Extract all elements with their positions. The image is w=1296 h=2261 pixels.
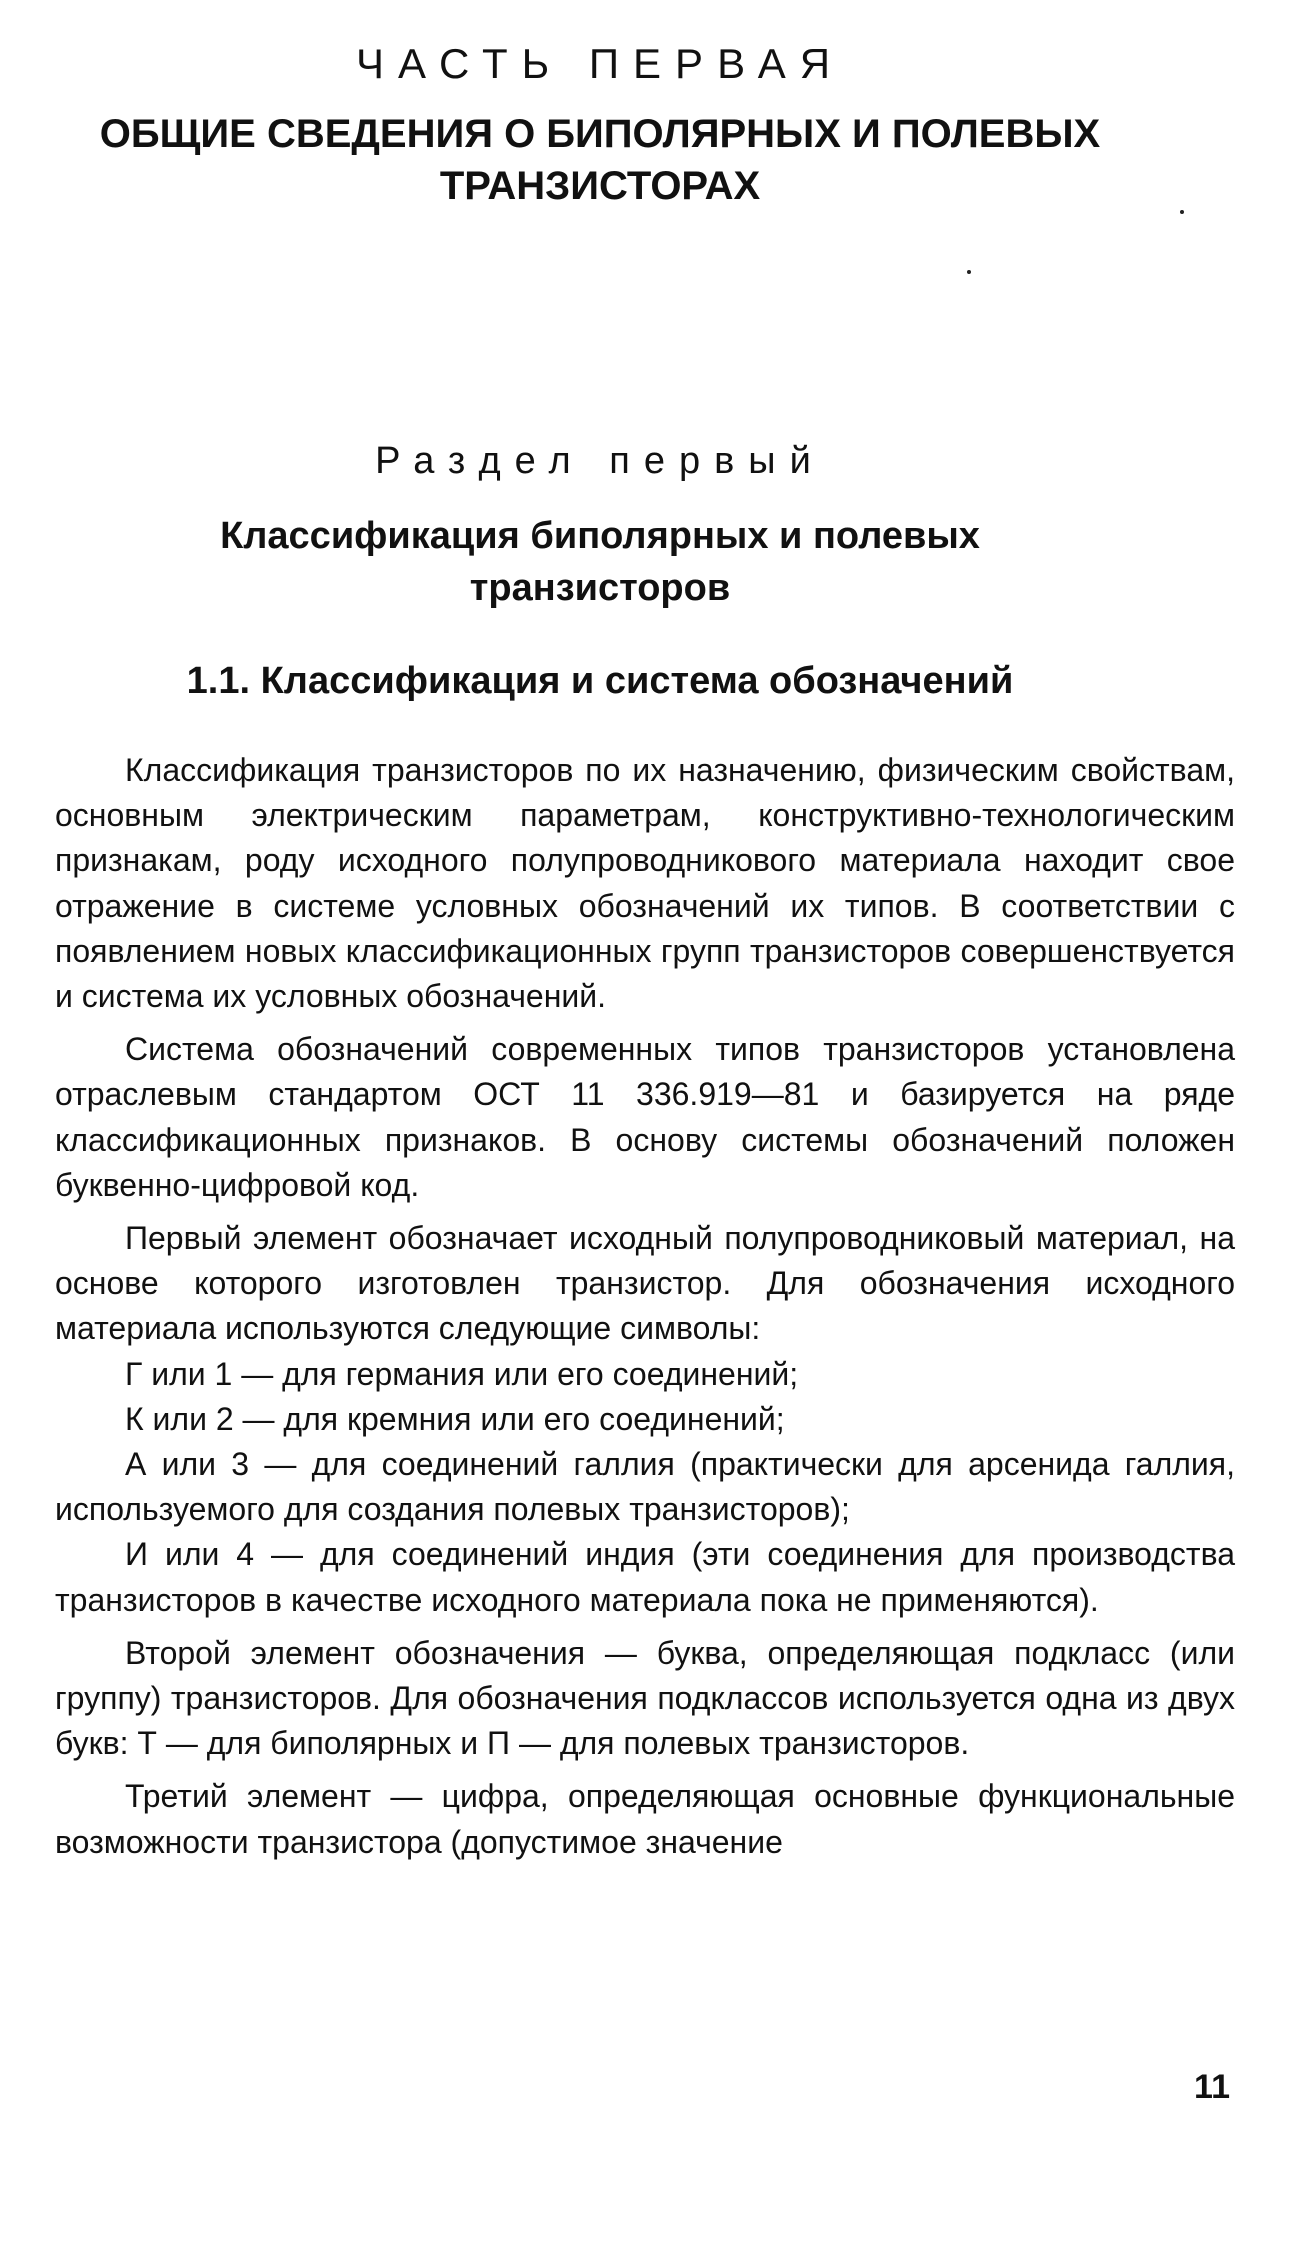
part-title bbox=[0, 108, 1200, 212]
section-label: Раздел первый bbox=[375, 440, 825, 482]
list-item: И или 4 — для соединений индия (эти соединения для производства транзисторов в качестве исходного материала пока не применяются). bbox=[55, 1536, 1235, 1618]
scan-speck bbox=[967, 270, 971, 274]
page-number: 11 bbox=[1194, 2068, 1230, 2106]
part-title-line-1: ОБЩИЕ СВЕДЕНИЯ О БИПОЛЯРНЫХ И ПОЛЕВЫХ bbox=[99, 112, 1101, 156]
part-title-line-2: ТРАНЗИСТОРАХ bbox=[439, 164, 761, 208]
body-text bbox=[55, 748, 1235, 1865]
section-title bbox=[0, 510, 1200, 614]
part-label: ЧАСТЬ ПЕРВАЯ bbox=[355, 40, 845, 87]
scan-speck bbox=[1180, 210, 1184, 214]
section-title-line-2: транзисторов bbox=[469, 567, 731, 609]
list-item: А или 3 — для соединений галлия (практически для арсенида галлия, используемого для создания полевых транзисторов); bbox=[55, 1446, 1235, 1528]
list-item: К или 2 — для кремния или его соединений; bbox=[125, 1400, 785, 1437]
paragraph: Первый элемент обозначает исходный полупроводниковый материал, на основе которого изготовлен транзистор. Для обозначения исходного материала используются следующие символы: bbox=[55, 1220, 1235, 1347]
paragraph: Третий элемент — цифра, определяющая основные функциональные возможности транзистора (допустимое значение bbox=[55, 1778, 1235, 1860]
paragraph: Классификация транзисторов по их назначению, физическим свойствам, основным электрическим параметрам, конструктивно-технологическим признакам, роду исходного полупроводникового материала находит свое отражение в системе условных обозначений их типов. В соответствии с появлением новых классификационных групп транзисторов совершенствуется и система их условных обозначений. bbox=[55, 752, 1235, 1015]
section-title-line-1: Классификация биполярных и полевых bbox=[220, 515, 980, 557]
list-item: Г или 1 — для германия или его соединений; bbox=[125, 1355, 799, 1392]
subsection-title: 1.1. Классификация и система обозначений bbox=[186, 660, 1014, 702]
paragraph: Система обозначений современных типов транзисторов установлена отраслевым стандартом ОСТ 11 336.919—81 и базируется на ряде классификационных признаков. В основу системы обозначений положен буквенно-цифровой код. bbox=[55, 1031, 1235, 1203]
paragraph: Второй элемент обозначения — буква, определяющая подкласс (или группу) транзисторов. Для обозначения подклассов используется одна из двух букв: Т — для биполярных и П — для полевых транзисторов. bbox=[55, 1634, 1235, 1762]
